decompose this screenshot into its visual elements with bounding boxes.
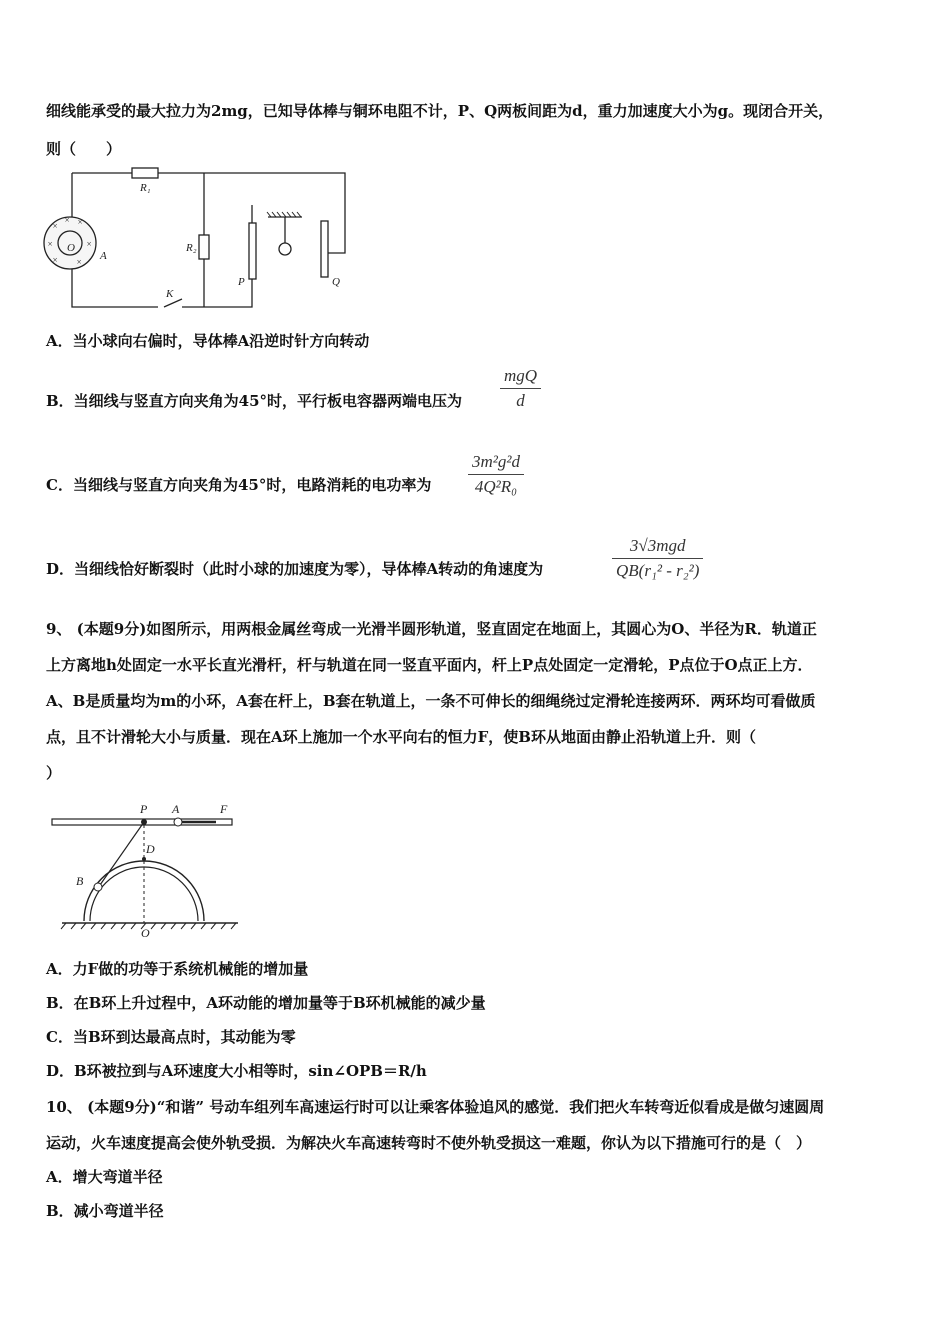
- label-r1: R₁: [140, 182, 151, 194]
- label-q: Q: [332, 276, 340, 288]
- q8-option-c: C．当细线与竖直方向夹角为45°时，电路消耗的电功率为: [46, 476, 432, 494]
- q9-stem-line3: A、B是质量均为m的小环，A套在杆上，B套在轨道上，一条不可伸长的细绳绕过定滑轮连接两环．两环均可看做质: [46, 692, 816, 710]
- fraction-bar: [500, 388, 541, 389]
- q10-option-b: B．减小弯道半径: [46, 1202, 164, 1220]
- q8-option-d: D．当细线恰好断裂时（此时小球的加速度为零），导体棒A转动的角速度为: [46, 560, 544, 578]
- q8-option-c-denominator: 4Q²R₀: [474, 477, 518, 496]
- q9-stem-line1: 9、 (本题9分)如图所示，用两根金属丝弯成一光滑半圆形轨道，竖直固定在地面上，其圆心为O、半径为R．轨道正: [46, 620, 817, 638]
- q9-track-figure: [48, 795, 248, 940]
- label-a: A: [172, 802, 180, 816]
- q10-stem-line1: 10、 (本题9分)“和谐” 号动车组列车高速运行时可以让乘客体验追风的感觉．我们把火车转弯近似看成是做匀速圆周: [46, 1098, 825, 1116]
- q9-option-c: C．当B环到达最高点时，其动能为零: [46, 1028, 296, 1046]
- svg-text:×: ×: [64, 215, 71, 225]
- q9-stem-line4: 点，且不计滑轮大小与质量．现在A环上施加一个水平向右的恒力F，使B环从地面由静止沿轨道上升．则（: [46, 728, 756, 746]
- label-r2: R₂: [186, 242, 197, 254]
- q8-option-b: B．当细线与竖直方向夹角为45°时，平行板电容器两端电压为: [46, 392, 463, 410]
- q8-option-b-numerator: mgQ: [504, 366, 538, 385]
- q8-option-d-numerator: 3√3mgd: [629, 536, 686, 555]
- q8-option-d-fraction: [612, 536, 703, 581]
- q8-option-b-denominator: d: [516, 391, 525, 410]
- fraction-bar: [468, 474, 524, 475]
- svg-text:×: ×: [77, 217, 84, 227]
- q9-stem-line5: ）: [46, 764, 62, 782]
- label-p: P: [140, 802, 148, 816]
- label-a: A: [100, 250, 107, 262]
- q10-stem-line2: 运动，火车速度提高会使外轨受损．为解决火车高速转弯时不使外轨受损这一难题，你认为以下措施可行的是（ ）: [46, 1134, 812, 1152]
- label-o: O: [67, 242, 75, 254]
- q8-option-c-numerator: 3m²g²d: [472, 452, 520, 471]
- q9-option-b: B．在B环上升过程中，A环动能的增加量等于B环机械能的减少量: [46, 994, 486, 1012]
- q8-option-c-fraction: [468, 452, 524, 497]
- q8-option-d-denominator: QB(r₁² - r₂²): [616, 561, 700, 580]
- q8-circuit-figure: [40, 165, 360, 315]
- label-k: K: [166, 288, 174, 300]
- q8-option-b-fraction: [500, 366, 541, 411]
- fraction-bar: [612, 558, 703, 559]
- q9-option-d: D．B环被拉到与A环速度大小相等时，sin∠OPB＝R/h: [46, 1062, 427, 1080]
- svg-text:×: ×: [47, 239, 54, 249]
- svg-text:×: ×: [52, 255, 59, 265]
- q8-option-a: A．当小球向右偏时，导体棒A沿逆时针方向转动: [46, 332, 370, 350]
- svg-text:×: ×: [86, 239, 93, 249]
- label-f: F: [220, 802, 228, 816]
- label-b: B: [76, 874, 84, 888]
- q8-stem-line1: 细线能承受的最大拉力为2mg，已知导体棒与铜环电阻不计，P、Q两板间距为d，重力加速度大小为g。现闭合开关，: [46, 102, 834, 120]
- q10-option-a: A．增大弯道半径: [46, 1168, 163, 1186]
- svg-text:×: ×: [52, 221, 59, 231]
- q9-option-a: A．力F做的功等于系统机械能的增加量: [46, 960, 309, 978]
- svg-text:×: ×: [76, 257, 83, 267]
- label-o: O: [141, 926, 150, 940]
- q9-stem-line2: 上方离地h处固定一水平长直光滑杆，杆与轨道在同一竖直平面内，杆上P点处固定一定滑轮，P点位于O点正上方．: [46, 656, 813, 674]
- q8-stem-line2: 则（ ）: [46, 140, 122, 158]
- label-d: D: [146, 842, 155, 856]
- label-p: P: [238, 276, 245, 288]
